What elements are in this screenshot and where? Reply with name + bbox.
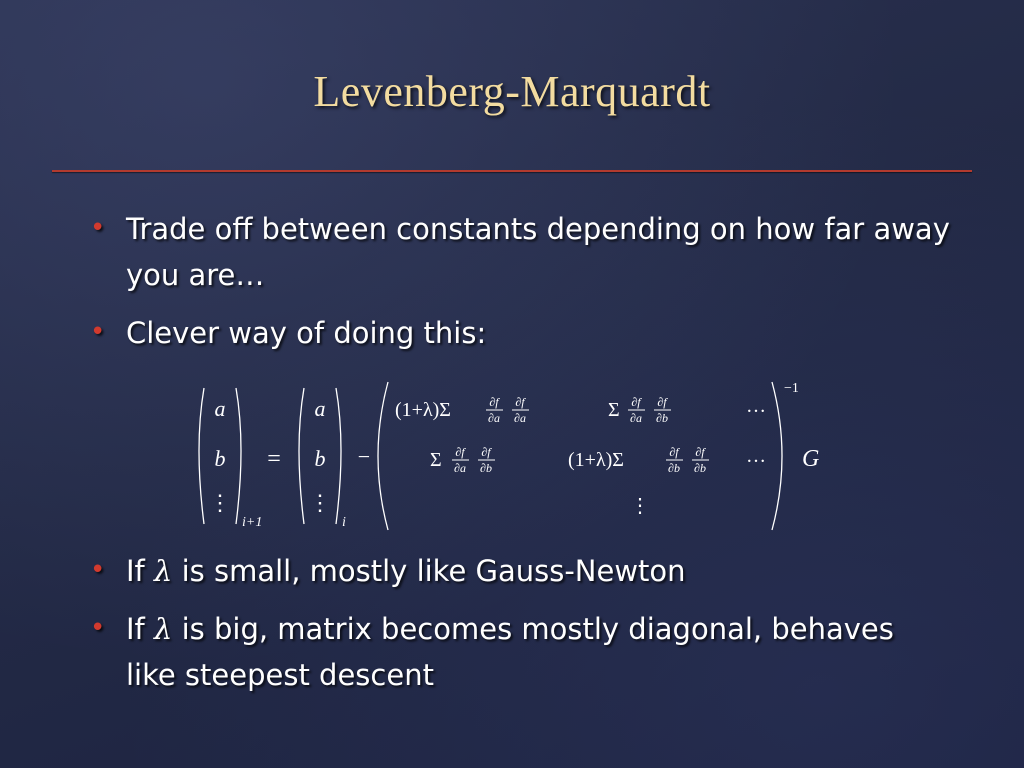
fraction-den: ∂a [630,411,642,425]
matrix-ellipsis: … [746,395,766,417]
fraction-num: ∂f [631,395,641,409]
fraction-den: ∂b [480,461,492,475]
bullet-dot-icon: • [90,317,106,347]
paren-left [378,382,388,530]
vector-entry: a [314,396,326,421]
fraction-num: ∂f [489,395,499,409]
fraction-den: ∂b [656,411,668,425]
vector-entry: b [314,446,326,471]
vector-entry: ⋮ [209,490,231,515]
matrix-ellipsis: ⋮ [630,495,650,517]
bullet-item [90,310,950,356]
equals-sign: = [267,446,281,472]
fraction-num: ∂f [481,445,491,459]
bullet-list-bottom [90,548,950,710]
bullet-item [90,206,950,298]
bullet-prefix: If [126,554,154,588]
paren-right [772,382,782,530]
bullet-dot-icon: • [90,613,106,643]
bullet-list-top [90,206,950,368]
bullet-item [90,606,950,698]
paren-left [199,388,204,524]
matrix-term: Σ [608,399,620,421]
fraction-den: ∂a [454,461,466,475]
vector-entry: a [214,396,226,421]
fraction-den: ∂b [694,461,706,475]
bullet-dot-icon: • [90,555,106,585]
fraction-num: ∂f [695,445,705,459]
bullet-dot-icon: • [90,213,106,243]
fraction-num: ∂f [669,445,679,459]
fraction-num: ∂f [455,445,465,459]
slide-title: Levenberg-Marquardt [313,67,711,116]
paren-right [336,388,341,524]
bullet-text: Trade off between constants depending on how far away you are… [126,212,950,292]
bullet-text: Clever way of doing this: [126,316,487,350]
bullet-text: is big, matrix becomes mostly diagonal, behaves like steepest descent [126,612,894,692]
bullet-text: is small, mostly like Gauss-Newton [172,554,686,588]
fraction-den: ∂b [668,461,680,475]
subscript: i [342,515,346,530]
minus-sign: − [357,444,371,469]
lambda-symbol: λ [153,612,173,646]
matrix-ellipsis: … [746,445,766,467]
bullet-item [90,548,950,594]
vector-entry: b [214,446,226,471]
matrix-term: Σ [430,449,442,471]
paren-left [299,388,304,524]
paren-right [236,388,241,524]
matrix-term: (1+λ)Σ [568,449,624,471]
subscript: i+1 [242,515,263,530]
lm-update-equation [190,376,840,536]
gradient-vector: G [802,446,820,472]
inverse-exponent: −1 [784,381,799,396]
title-divider [52,170,972,172]
fraction-den: ∂a [514,411,526,425]
vector-entry: ⋮ [309,490,331,515]
fraction-num: ∂f [657,395,667,409]
fraction-den: ∂a [488,411,500,425]
fraction-num: ∂f [515,395,525,409]
lambda-symbol: λ [153,554,173,588]
bullet-prefix: If [126,612,154,646]
matrix-term: (1+λ)Σ [395,399,451,421]
